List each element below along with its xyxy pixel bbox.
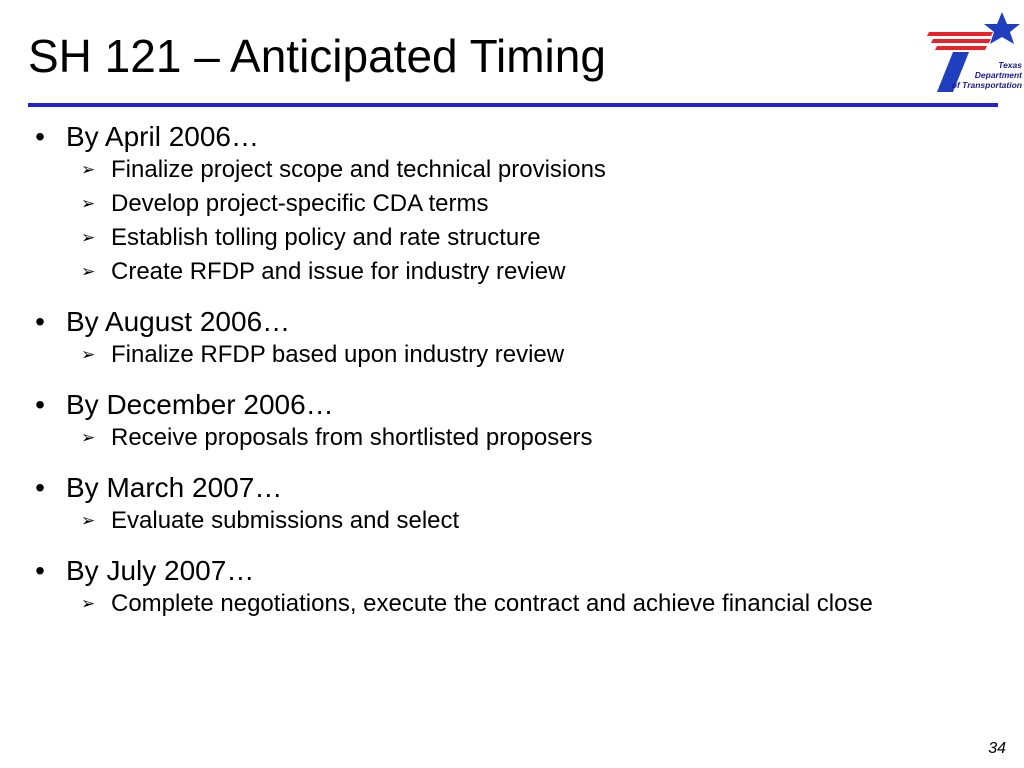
section-heading (30, 469, 990, 507)
arrow-bullet-icon: ➢ (81, 511, 96, 530)
section-heading-text: By July 2007… (66, 555, 255, 586)
sub-bullet-text: Evaluate submissions and select (111, 507, 460, 534)
sub-bullet (30, 258, 990, 285)
bullet-icon: • (35, 389, 45, 420)
sub-bullet-text: Create RFDP and issue for industry review (111, 258, 566, 285)
sub-bullet (30, 590, 951, 617)
slide-body (30, 118, 990, 635)
title-divider (28, 103, 998, 107)
slide-title: SH 121 – Anticipated Timing (28, 30, 606, 82)
logo-line-3: of Transportation (951, 80, 1022, 90)
arrow-bullet-icon: ➢ (81, 345, 96, 364)
arrow-bullet-icon: ➢ (81, 262, 96, 281)
timeline-section (30, 303, 990, 368)
timeline-section (30, 118, 990, 285)
arrow-bullet-icon: ➢ (81, 194, 96, 213)
sub-bullet (30, 341, 990, 368)
bullet-icon: • (35, 306, 45, 337)
arrow-bullet-icon: ➢ (81, 428, 96, 447)
section-heading (30, 386, 990, 424)
sub-bullet-text: Finalize RFDP based upon industry review (111, 341, 565, 368)
timeline-section (30, 469, 990, 534)
sub-bullet-text: Receive proposals from shortlisted proposers (111, 424, 593, 451)
sub-bullet-text: Develop project-specific CDA terms (111, 190, 489, 217)
arrow-bullet-icon: ➢ (81, 594, 96, 613)
logo-line-1: Texas (998, 60, 1022, 70)
page-number: 34 (988, 740, 1006, 757)
txdot-logo (925, 10, 1024, 95)
timeline-section (30, 552, 990, 617)
timeline-section (30, 386, 990, 451)
bullet-icon: • (35, 121, 45, 152)
sub-bullet-text: Complete negotiations, execute the contract and achieve financial close (111, 590, 873, 617)
section-heading-text: By March 2007… (66, 472, 283, 503)
bullet-icon: • (35, 472, 45, 503)
sub-bullet-text: Establish tolling policy and rate structure (111, 224, 541, 251)
arrow-bullet-icon: ➢ (81, 160, 96, 179)
sub-bullet (30, 507, 990, 534)
section-heading (30, 118, 990, 156)
section-heading (30, 303, 990, 341)
section-heading-text: By April 2006… (66, 121, 259, 152)
arrow-bullet-icon: ➢ (81, 228, 96, 247)
section-heading-text: By August 2006… (66, 306, 291, 337)
sub-bullet (30, 190, 990, 217)
sub-bullet (30, 156, 990, 183)
sub-bullet (30, 424, 990, 451)
section-heading-text: By December 2006… (66, 389, 334, 420)
bullet-icon: • (35, 555, 45, 586)
sub-bullet (30, 224, 990, 251)
sub-bullet-text: Finalize project scope and technical provisions (111, 156, 606, 183)
logo-line-2: Department (974, 70, 1022, 80)
section-heading (30, 552, 990, 590)
